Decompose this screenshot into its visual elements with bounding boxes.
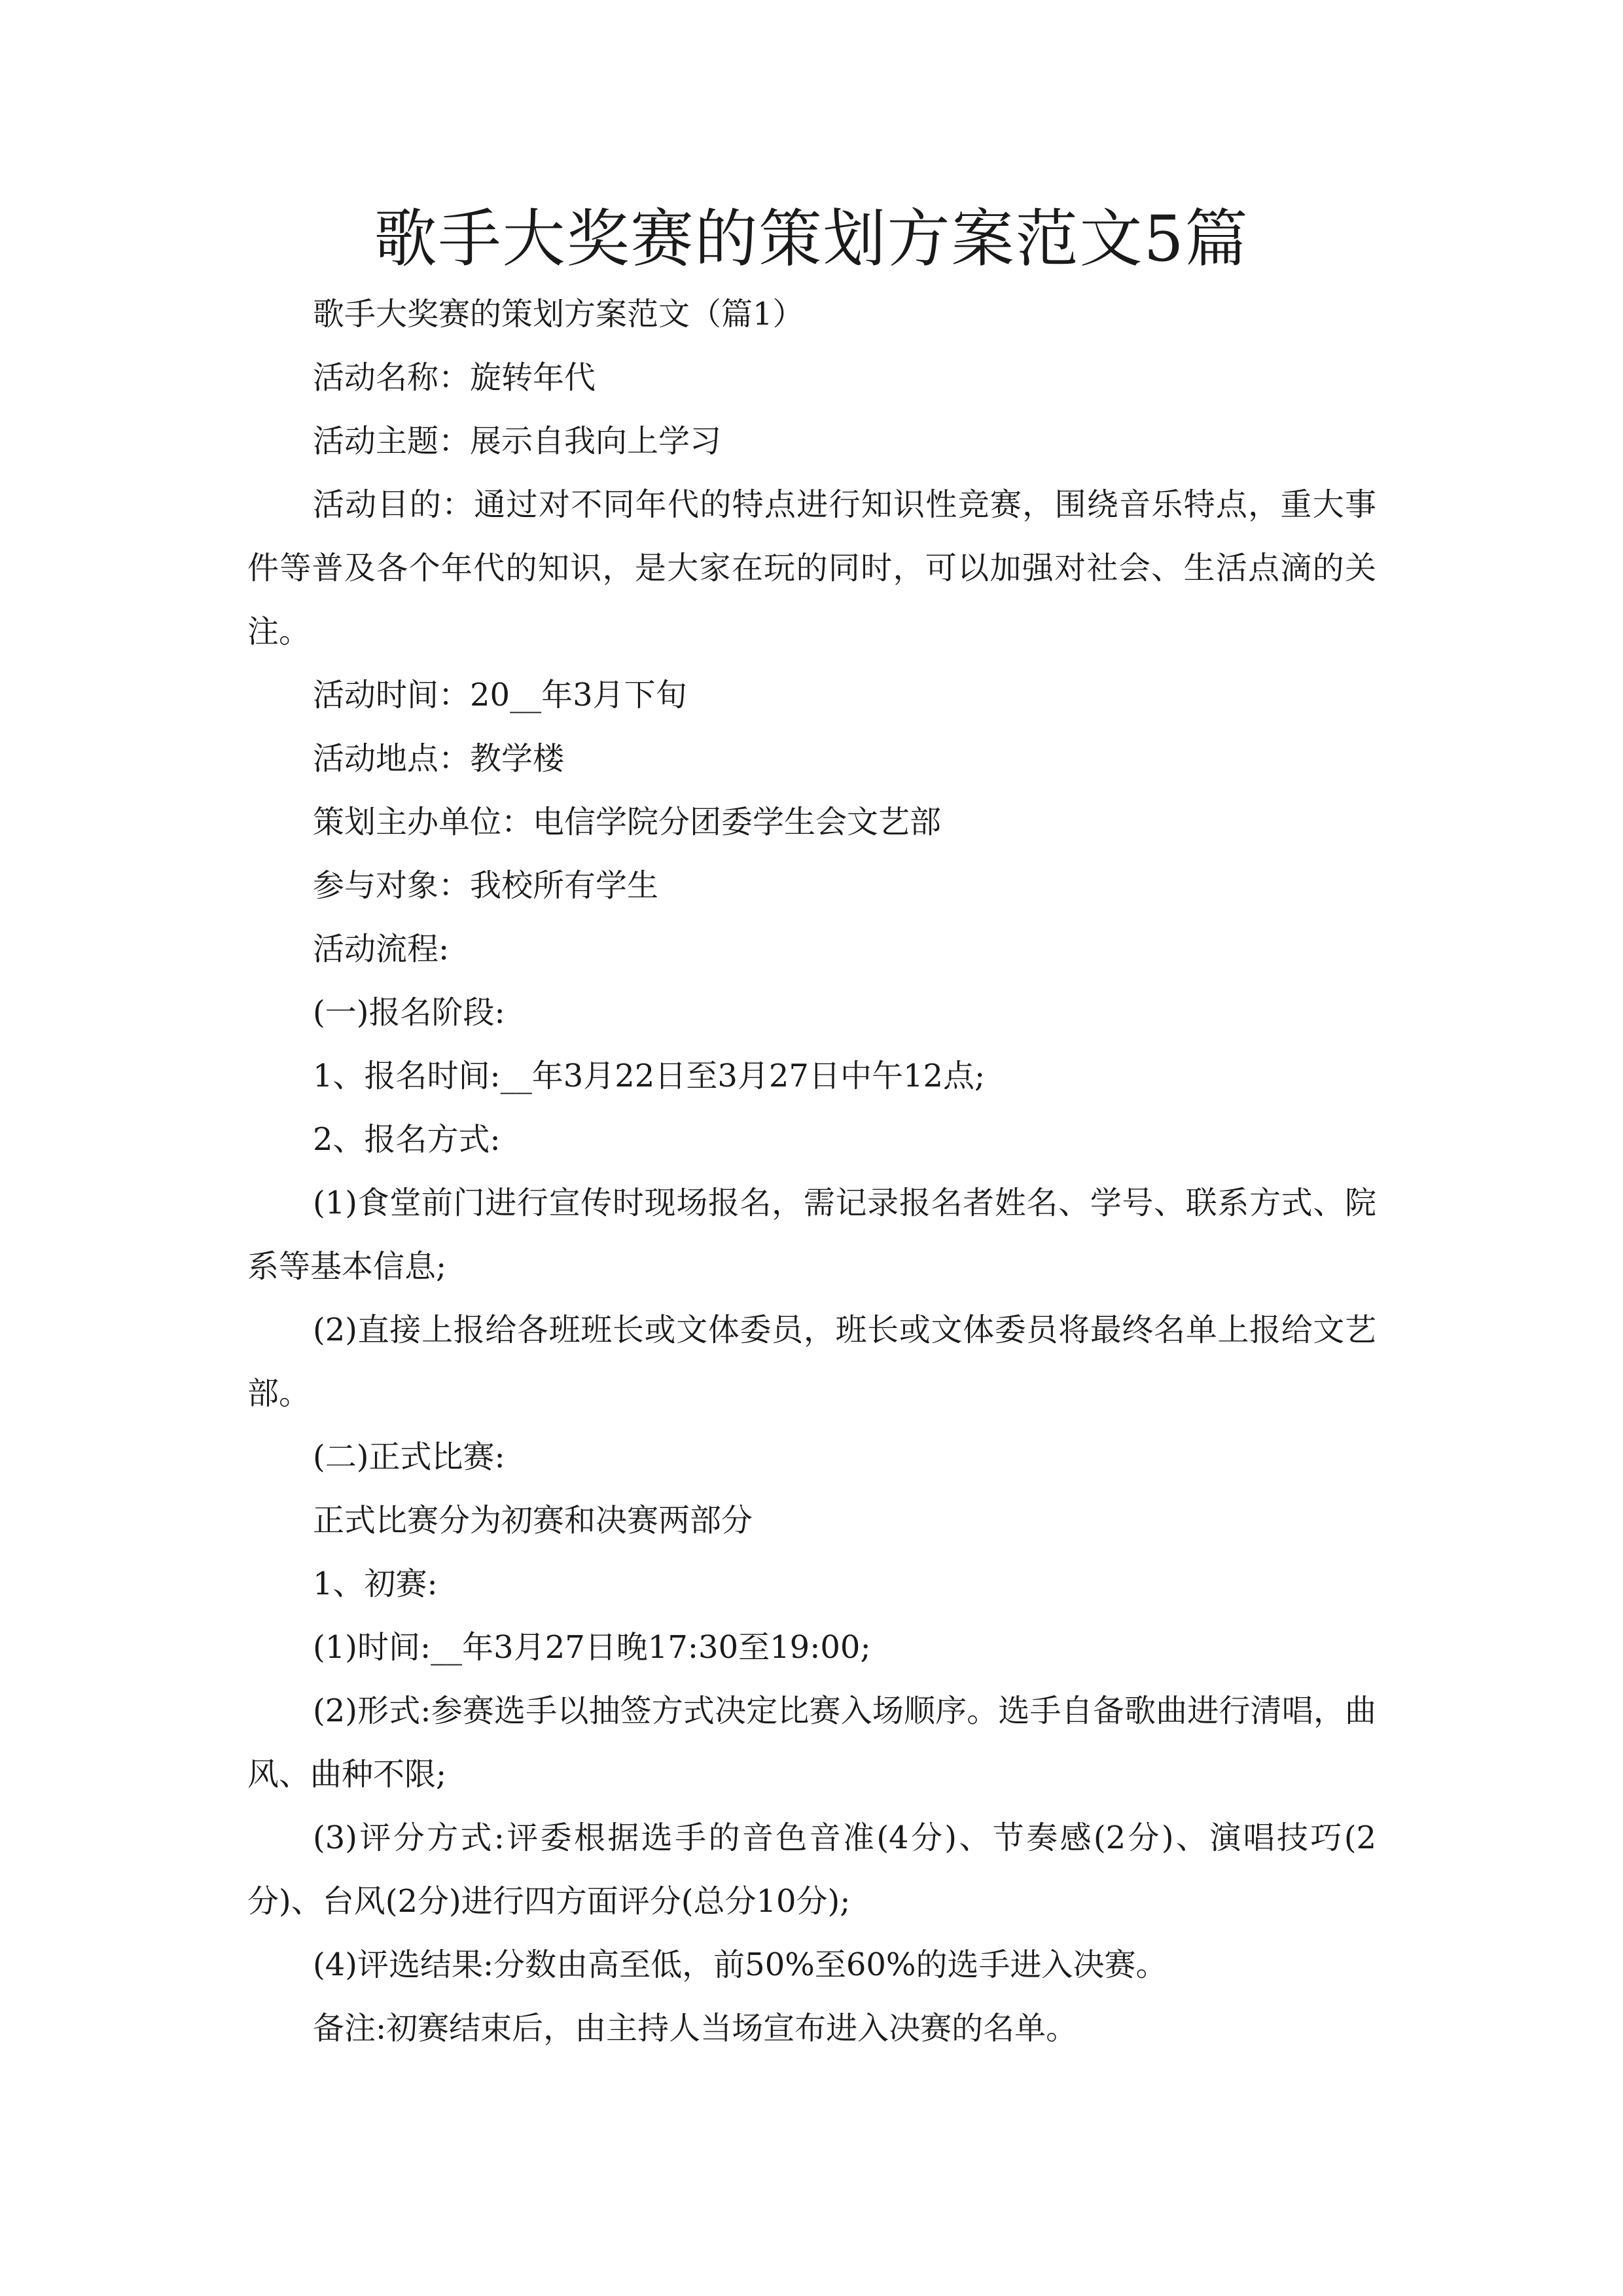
paragraph-activity-location: 活动地点：教学楼 <box>313 740 565 777</box>
section-heading: 歌手大奖赛的策划方案范文（篇1） <box>313 296 804 332</box>
paragraph-note: 备注:初赛结束后，由主持人当场宣布进入决赛的名单。 <box>313 2010 1078 2047</box>
paragraph-participants: 参与对象：我校所有学生 <box>313 867 659 904</box>
paragraph-scoring-method: (3)评分方式:评委根据选手的音色音准(4分)、节奏感(2分)、演唱技巧(2分)、台风(2分)进行四方面评分(总分10分); <box>247 1820 1376 1920</box>
paragraph-process: 活动流程: <box>313 931 450 967</box>
paragraph-preliminary-time: (1)时间:__年3月27日晚17:30至19:00; <box>313 1629 871 1666</box>
paragraph-preliminary: 1、初赛: <box>313 1566 438 1602</box>
paragraph-method-2: (2)直接上报给各班班长或文体委员，班长或文体委员将最终名单上报给文艺部。 <box>247 1312 1376 1412</box>
paragraph-method-1: (1)食堂前门进行宣传时现场报名，需记录报名者姓名、学号、联系方式、院系等基本信息; <box>247 1185 1376 1285</box>
paragraph-selection-result: (4)评选结果:分数由高至低，前50%至60%的选手进入决赛。 <box>313 1946 1168 1983</box>
document-body <box>247 283 1376 2060</box>
paragraph-activity-time: 活动时间：20__年3月下旬 <box>313 677 687 713</box>
paragraph-activity-theme: 活动主题：展示自我向上学习 <box>313 423 722 459</box>
paragraph-competition-parts: 正式比赛分为初赛和决赛两部分 <box>313 1502 753 1539</box>
paragraph-registration-stage: (一)报名阶段: <box>313 994 505 1031</box>
paragraph-formal-competition: (二)正式比赛: <box>313 1439 505 1475</box>
paragraph-preliminary-format: (2)形式:参赛选手以抽签方式决定比赛入场顺序。选手自备歌曲进行清唱，曲风、曲种不限; <box>247 1693 1376 1793</box>
paragraph-registration-time: 1、报名时间:__年3月22日至3月27日中午12点; <box>313 1058 986 1094</box>
paragraph-activity-name: 活动名称：旋转年代 <box>313 359 596 396</box>
paragraph-activity-purpose: 活动目的：通过对不同年代的特点进行知识性竞赛，围绕音乐特点，重大事件等普及各个年代的知识，是大家在玩的同时，可以加强对社会、生活点滴的关注。 <box>247 486 1376 650</box>
paragraph-organizer: 策划主办单位：电信学院分团委学生会文艺部 <box>313 804 942 840</box>
paragraph-registration-method: 2、报名方式: <box>313 1121 501 1158</box>
document-title: 歌手大奖赛的策划方案范文5篇 <box>374 202 1249 276</box>
